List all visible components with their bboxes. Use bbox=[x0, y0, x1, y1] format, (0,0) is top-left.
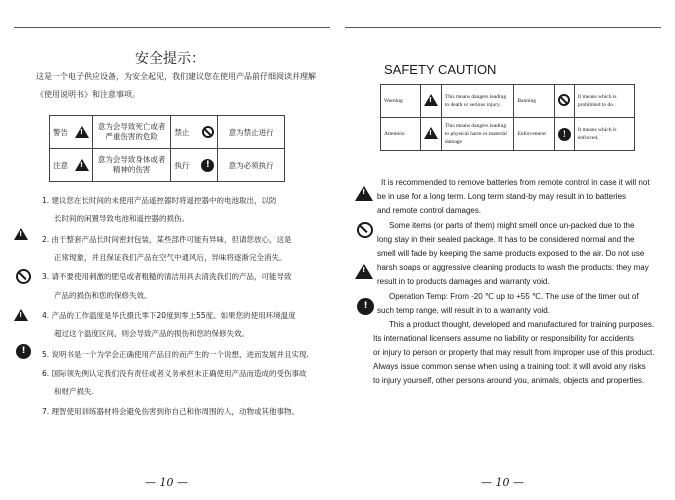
intro-line: 这是一个电子供应设备，为安全起见，我们建议您在使用产品前仔细阅读并理解 bbox=[36, 72, 316, 81]
list-item: 3. 请不要使用刺激的肥皂或者粗糙的清洁用具去清洗我们的产品，可能导致 bbox=[42, 272, 292, 281]
body-line: This a product thought, developed and manufactured for training purposes. bbox=[389, 320, 655, 329]
label-attention: 注意 bbox=[53, 160, 68, 170]
list-item: 2. 由于整套产品长时间密封包装，某些部件可能有异味，但请您放心，这是 bbox=[42, 235, 292, 244]
list-item: 1. 建议您在长时间的未使用产品遥控器时将遥控器中的电池取出，以防 bbox=[42, 196, 277, 205]
body-line: and remote control damages. bbox=[377, 206, 482, 215]
warning-triangle-icon bbox=[424, 94, 438, 106]
mandatory-exclamation-icon: ! bbox=[357, 298, 374, 315]
list-item: 4. 产品的工作温度是华氏摄氏零下20度到零上55度。如果您的使用环境温度 bbox=[42, 311, 296, 320]
symbol-table bbox=[49, 115, 285, 182]
label-enforcement: Enforcement bbox=[514, 118, 555, 151]
prohibition-icon bbox=[202, 126, 214, 138]
mandatory-exclamation-icon: ! bbox=[16, 344, 31, 359]
body-line: Operation Temp: From -20 ℃ up to +55 ℃. The use of the timer out of bbox=[389, 292, 639, 301]
intro-line: 《使用说明书》和注意事项。 bbox=[36, 90, 140, 99]
page-title: 安全提示： bbox=[135, 51, 205, 67]
list-item: 和财产损失. bbox=[54, 387, 94, 396]
body-line: to injury yourself, other persons around you, animals, objects and properties. bbox=[373, 376, 645, 385]
body-line: Some items (or parts of them) might smell once un-packed due to the bbox=[389, 221, 635, 230]
body-line: It is recommended to remove batteries from remote control in case it will not bbox=[381, 178, 650, 187]
warning-triangle-icon bbox=[355, 186, 373, 201]
right-page bbox=[337, 0, 675, 500]
body-line: or injury to person or property that may result from improper use of this product. bbox=[373, 348, 655, 357]
warning-triangle-icon bbox=[75, 126, 89, 138]
table-row bbox=[50, 116, 285, 149]
desc-warning: This means dangers leading to death or serious injury. bbox=[441, 85, 514, 118]
page-number: — 10 — bbox=[145, 476, 188, 489]
warning-triangle-icon bbox=[14, 309, 28, 321]
warning-triangle-icon bbox=[355, 264, 373, 279]
warning-triangle-icon bbox=[14, 228, 28, 240]
body-line: Always issue common sense when using a training tool: it will avoid any risks bbox=[373, 362, 646, 371]
page-number: — 10 — bbox=[481, 476, 524, 489]
page-title: SAFETY CAUTION bbox=[384, 62, 497, 77]
list-item: 正常现象，并且保证我们产品在空气中通风后，异味将逐渐完全消失。 bbox=[54, 253, 287, 262]
list-item: 超过这个温度区间，则会导致产品的损伤和您的保修失效。 bbox=[54, 329, 249, 338]
label-enforcement: 执行 bbox=[174, 160, 190, 170]
warning-triangle-icon bbox=[424, 127, 438, 139]
body-line: Its international licensers assume no liability or responsibility for accidents bbox=[373, 334, 635, 343]
list-item: 7. 理智使用训练器材将会避免伤害到你自己和你周围的人，动物或其他事物。 bbox=[42, 407, 300, 416]
label-banning: 禁止 bbox=[174, 127, 190, 137]
desc-banning: 意为禁止进行 bbox=[218, 116, 285, 149]
desc-enforcement: It means which is enforced. bbox=[574, 118, 634, 151]
table-row bbox=[381, 118, 635, 151]
mandatory-exclamation-icon: ! bbox=[558, 128, 571, 141]
label-attention: Attention bbox=[381, 118, 421, 151]
desc-attention: This means dangers leading to physical harm or material damage bbox=[441, 118, 514, 151]
label-warning: Warning bbox=[381, 85, 421, 118]
left-page bbox=[0, 0, 337, 500]
label-warning: 警告 bbox=[53, 127, 68, 137]
body-line: be in use for a long term. Long term stand-by may result in to batteries bbox=[377, 192, 627, 201]
prohibition-icon bbox=[558, 94, 570, 106]
symbol-table bbox=[380, 84, 635, 151]
desc-warning: 意为会导致死亡或者严重伤害的危险 bbox=[92, 116, 171, 149]
desc-enforcement: 意为必须执行 bbox=[218, 149, 285, 182]
body-line: such temp range, will result in to a warranty void. bbox=[377, 306, 550, 315]
list-item: 长时间的闲置导致电池和遥控器的损伤。 bbox=[54, 214, 189, 223]
prohibition-icon bbox=[16, 269, 31, 284]
table-row bbox=[381, 85, 635, 118]
warning-triangle-icon bbox=[75, 159, 89, 171]
list-item: 产品的损伤和您的保修失效。 bbox=[54, 291, 152, 300]
label-banning: Banning bbox=[514, 85, 555, 118]
body-line: result in to products damages and warranty void. bbox=[377, 277, 550, 286]
body-line: long stay in their sealed package. It has to be considered normal and the bbox=[377, 235, 635, 244]
desc-banning: It means which is prohibited to do. bbox=[574, 85, 634, 118]
prohibition-icon bbox=[357, 222, 373, 238]
mandatory-exclamation-icon: ! bbox=[201, 159, 214, 172]
body-line: smell will fade by keeping the same products exposed to the air. Do not use bbox=[377, 249, 645, 258]
body-line: harsh soaps or aggressive cleaning products to wash the products: they may bbox=[377, 263, 649, 272]
desc-attention: 意为会导致身体或者精神的伤害 bbox=[92, 149, 171, 182]
table-row bbox=[50, 149, 285, 182]
list-item: 6. 国际领先例认定我们没有责任或者义务承担未正确使用产品而造成的受伤事故 bbox=[42, 369, 307, 378]
list-item: 5. 说明书是一个为学会正确使用产品目的而产生的一个说想，进而发展并且实现. bbox=[42, 350, 309, 359]
